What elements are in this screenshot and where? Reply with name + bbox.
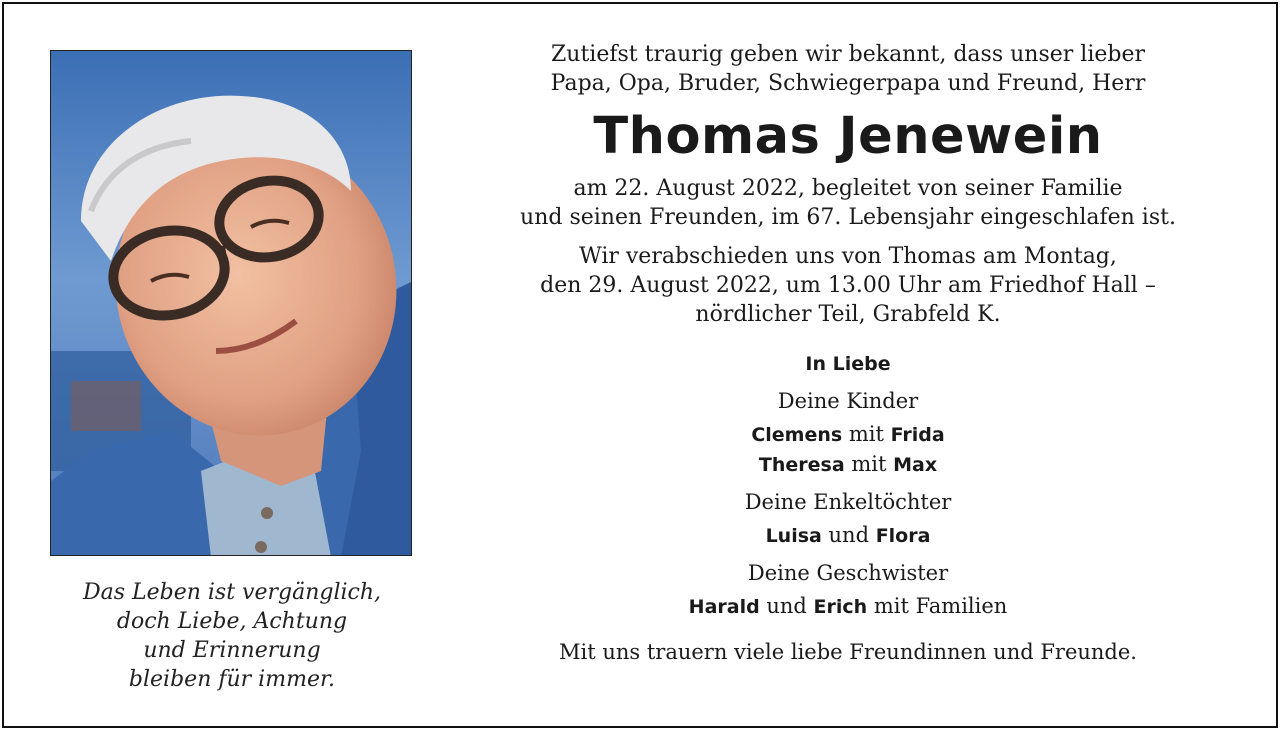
intro-line: Papa, Opa, Bruder, Schwiegerpapa und Freund, Herr <box>550 71 1146 96</box>
grandchildren-label: Deine Enkeltöchter <box>744 490 952 514</box>
death-line: und seinen Freunden, im 67. Lebensjahr eingeschlafen ist. <box>520 205 1176 230</box>
quote-line: doch Liebe, Achtung <box>116 609 348 634</box>
death-line: am 22. August 2022, begleitet von seiner Familie <box>573 176 1123 201</box>
deceased-name: Thomas Jenewein <box>593 107 1103 166</box>
siblings-line <box>484 592 1212 622</box>
funeral-notice <box>484 242 1212 329</box>
connector: mit Familien <box>867 594 1008 618</box>
family-name: Frida <box>890 424 945 446</box>
portrait-photo <box>50 50 412 556</box>
siblings-label: Deine Geschwister <box>747 561 949 585</box>
quote-line: bleiben für immer. <box>128 667 336 692</box>
family-name: Clemens <box>751 424 843 446</box>
grandchildren-names <box>484 521 1212 551</box>
memorial-quote <box>44 578 420 694</box>
closing-line: Mit uns trauern viele liebe Freundinnen und Freunde. <box>559 640 1137 664</box>
grandchildren-line <box>484 521 1212 551</box>
family-name: Harald <box>688 596 760 618</box>
death-notice <box>484 174 1212 232</box>
quote-line: Das Leben ist vergänglich, <box>82 580 382 605</box>
connector: und <box>759 594 814 618</box>
connector: mit <box>842 422 891 446</box>
quote-line: und Erinnerung <box>143 638 321 663</box>
funeral-line: Wir verabschieden uns von Thomas am Montag, <box>579 244 1117 269</box>
children-label: Deine Kinder <box>777 389 919 413</box>
family-name: Luisa <box>765 525 822 547</box>
intro-line: Zutiefst traurig geben wir bekannt, dass unser lieber <box>551 42 1145 67</box>
connector: und <box>821 523 876 547</box>
obituary-frame <box>2 2 1278 728</box>
obituary-text <box>484 40 1212 667</box>
funeral-line: nördlicher Teil, Grabfeld K. <box>695 302 1001 327</box>
children-line <box>484 420 1212 450</box>
connector: mit <box>844 452 894 476</box>
portrait-photo-icon <box>51 51 412 556</box>
children-names <box>484 420 1212 480</box>
intro-text <box>484 40 1212 98</box>
children-line <box>484 450 1212 480</box>
family-name: Flora <box>875 525 931 547</box>
family-name: Erich <box>813 596 868 618</box>
siblings-names <box>484 592 1212 622</box>
funeral-line: den 29. August 2022, um 13.00 Uhr am Friedhof Hall – <box>540 273 1156 298</box>
family-name: Max <box>893 454 938 476</box>
family-name: Theresa <box>758 454 845 476</box>
in-liebe-heading: In Liebe <box>805 353 891 375</box>
